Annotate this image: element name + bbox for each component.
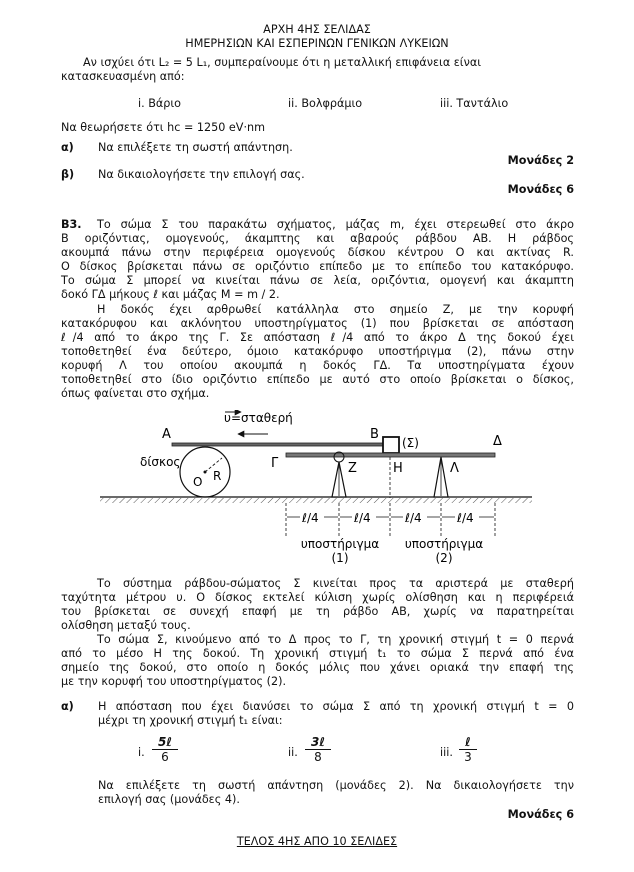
para4-line: Το σώμα Σ, κινούμενο από το Δ προς το Γ, τη χρονική στιγμή t = 0 περνά [97,633,574,646]
fraction-numerator: 3ℓ [305,735,331,750]
page-header-line1: ΑΡΧΗ 4ΗΣ ΣΕΛΙΔΑΣ [263,23,371,36]
support-1-caption: υποστήριγμα [300,537,380,551]
label-Lambda: Λ [450,461,459,476]
para3-line: του βρίσκεται σε συνεχή επαφή με τη ράβδο ΑΒ, χωρίς να παρατηρείται [61,605,574,618]
question-b-text: Να δικαιολογήσετε την επιλογή σας. [98,168,305,181]
option-i: i. Βάριο [138,97,182,110]
support-2-caption: υποστήριγμα [404,537,484,551]
b3-label: Β3. [61,218,82,231]
answer-option-i-roman: i. [138,746,145,759]
question-b-marks: Μονάδες 6 [507,183,574,196]
b3-para1-line: δοκό ΓΔ μήκους ℓ και μάζας M = m / 2. [61,288,280,301]
b3-question-a-label: α) [61,700,74,713]
beam-GD [286,453,495,457]
label-B: Β [370,427,379,442]
fraction-denominator: 6 [161,750,169,764]
question-a-text: Να επιλέξετε τη σωστή απάντηση. [98,141,293,154]
question-a-label: α) [61,141,74,154]
b3-para1-line: Το σώμα Σ μπορεί να κινείται πάνω σε λεία, οριζόντια, ομογενή και άκαμπτη [61,274,574,287]
fraction-denominator: 3 [464,750,472,764]
label-Z: Ζ [348,461,357,476]
answer-option-iii-fraction [459,735,477,764]
b3-para1-line: Το σώμα Σ του παρακάτω σχήματος, μάζας m, έχει στερεωθεί στο άκρο [97,218,574,231]
given-constant: Να θεωρήσετε ότι hc = 1250 eV·nm [61,121,265,134]
b3-para2-line: κατακόρυφου και ακλόνητου υποστηρίγματος (1) που βρίσκεται σε απόσταση [61,317,574,330]
dimension-label: ℓ/4 [354,511,371,525]
fraction-denominator: 8 [314,750,322,764]
label-A: Α [162,427,171,442]
ground-hatch [100,498,532,503]
physics-figure [0,410,634,580]
answer-option-ii-fraction [305,735,331,764]
page-footer-text: ΤΕΛΟΣ 4ΗΣ ΑΠΟ 10 ΣΕΛΙΔΕΣ [236,835,398,848]
para3-line: Το σύστημα ράβδου-σώματος Σ κινείται προς τα αριστερά με σταθερή [97,577,574,590]
answer-option-i-fraction [152,735,178,764]
support-2-number: (2) [435,551,453,565]
label-sigma: (Σ) [402,436,419,450]
dimension-label: ℓ/4 [457,511,474,525]
para4-line: με την κορυφή του υποστηρίγματος (2). [61,675,287,688]
rod-AB [172,443,383,446]
label-H: Η [393,461,403,476]
b3-question-a-instruction-1: Να επιλέξετε τη σωστή απάντηση (μονάδες 2). Να δικαιολογήσετε την [98,779,574,792]
b3-question-a-instruction-2: επιλογή σας (μονάδες 4). [98,793,240,806]
b3-para1-line: Ο δίσκος βρίσκεται πάνω σε οριζόντιο επίπεδο με το επίπεδο του κατακόρυφο. [61,260,574,273]
b3-para2-line: κορυφή Λ του οποίου ακουμπά η δοκός ΓΔ. Τα υποστηρίγματα έχουν [61,359,574,372]
b3-para1-line: Β οριζόντιας, ομογενούς, άκαμπτης και αβαρούς ράβδου ΑΒ. Η ράβδος [61,232,574,245]
support-1-number: (1) [331,551,349,565]
option-iii: iii. Ταντάλιο [440,97,509,110]
para4-line: από το μέσο Η της δοκού. Τη χρονική στιγμή t₁ το σώμα Σ περνά από ένα [61,647,574,660]
b3-para2-line: όπως φαίνεται στο σχήμα. [61,387,210,400]
disk-label: δίσκος [140,455,181,469]
label-O: O [193,475,203,489]
fraction-numerator: 5ℓ [152,735,178,750]
dimension-label: ℓ/4 [405,511,422,525]
fraction-numerator: ℓ [459,735,477,750]
option-ii: ii. Βολφράμιο [288,97,363,110]
para3-line: ταχύτητα μέτρου υ. Ο δίσκος εκτελεί κύλιση χωρίς ολίσθηση και η περιφέρειά [61,591,574,604]
b3-question-a-marks: Μονάδες 6 [507,808,574,821]
body-sigma [383,437,399,453]
label-Gamma: Γ [271,456,279,471]
b3-para1-line: ακουμπά πάνω στην περιφέρεια ομογενούς δίσκου κέντρου Ο και ακτίνας R. [61,246,574,259]
answer-option-ii-roman: ii. [288,746,298,759]
label-Delta: Δ [493,434,502,449]
para4-line: σημείο της δοκού, στο οποίο η δοκός μόλις που χάνει οριακά την επαφή της [61,661,574,674]
intro-line1: Αν ισχύει ότι L₂ = 5 L₁, συμπεραίνουμε ότι η μεταλλική επιφάνεια είναι [83,56,481,69]
intro-line2: κατασκευασμένη από: [61,70,185,83]
label-R: R [213,469,222,483]
question-b-label: β) [61,168,75,181]
b3-para2-line: τοποθετηθεί στο ίδιο οριζόντιο επίπεδο με αυτό στο οποίο βρίσκεται ο δίσκος, [61,373,574,386]
answer-option-iii-roman: iii. [440,746,453,759]
b3-para2-line: τοποθετηθεί ένα δεύτερο, όμοιο κατακόρυφο υποστήριγμα (2), πάνω στην [61,345,574,358]
b3-question-a-line2: μέχρι τη χρονική στιγμή t₁ είναι: [98,714,283,727]
b3-question-a-line1: Η απόσταση που έχει διανύσει το σώμα Σ από τη χρονική στιγμή t = 0 [98,700,574,713]
page-header-line2: ΗΜΕΡΗΣΙΩΝ ΚΑΙ ΕΣΠΕΡΙΝΩΝ ΓΕΝΙΚΩΝ ΛΥΚΕΙΩΝ [185,37,449,50]
question-a-marks: Μονάδες 2 [507,154,574,167]
velocity-label: υ=σταθερή [224,411,293,425]
page-footer [0,835,634,848]
para3-line: ολίσθηση μεταξύ τους. [61,619,191,632]
b3-para2-line: ℓ/4 από το άκρο της Γ. Σε απόσταση ℓ/4 από το άκρο Δ της δοκού έχει [61,331,574,344]
b3-para2-line: Η δοκός έχει αρθρωθεί κατάλληλα στο σημείο Ζ, με την κορυφή [97,303,574,316]
dimension-label: ℓ/4 [302,511,319,525]
